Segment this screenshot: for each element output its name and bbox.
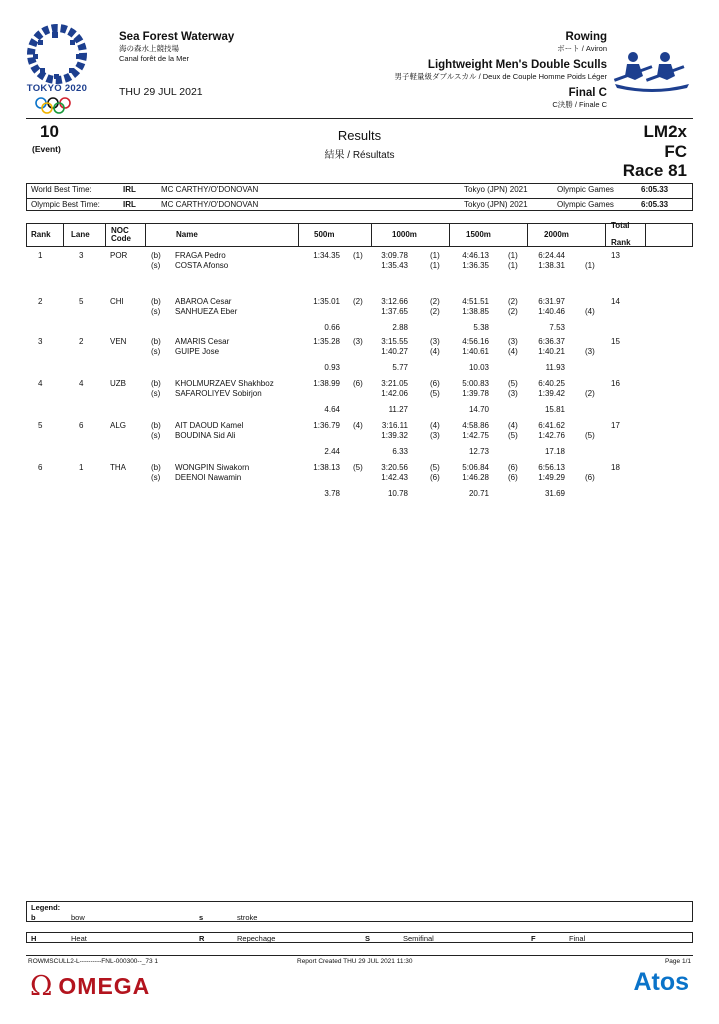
records-box	[26, 183, 693, 211]
rank-500m: (3)	[353, 337, 363, 346]
event-code: LM2x	[643, 122, 687, 141]
col-name: Name	[146, 224, 299, 246]
stroke-position: (s)	[151, 389, 161, 398]
col-500m: 500m	[299, 224, 372, 246]
bow-name: ABAROA Cesar	[175, 297, 232, 306]
legend-key-s: s	[199, 913, 204, 922]
bow-name: FRAGA Pedro	[175, 251, 226, 260]
stroke-name: GUIPE Jose	[175, 347, 220, 356]
rank: 6	[38, 463, 43, 472]
omega-wordmark: OMEGA	[58, 972, 151, 999]
rowing-pictogram-icon	[613, 50, 691, 94]
split-2000m: 1:39.42	[538, 389, 565, 398]
atos-logo: Atos	[633, 968, 689, 996]
split-1500m: 1:46.28	[462, 473, 489, 482]
time-1500m: 4:51.51	[462, 297, 489, 306]
bow-name: KHOLMURZAEV Shakhboz	[175, 379, 274, 388]
stroke-position: (s)	[151, 431, 161, 440]
event-codes	[623, 122, 687, 181]
omega-logo	[30, 971, 150, 1001]
time-2000m: 6:41.62	[538, 421, 565, 430]
competition-date: THU 29 JUL 2021	[119, 86, 203, 98]
split-rank-1500m: (5)	[508, 431, 518, 440]
time-1500m: 4:46.13	[462, 251, 489, 260]
diff-1500m: 5.38	[473, 323, 489, 332]
diff-1500m: 20.71	[468, 489, 489, 498]
split-1500m: 1:39.78	[462, 389, 489, 398]
sport-name-sub: ボート / Aviron	[557, 44, 607, 54]
split-rank-1000m: (6)	[430, 473, 440, 482]
rank-1000m: (3)	[430, 337, 440, 346]
legend-key-r: R	[199, 934, 205, 943]
legend-key-b: b	[31, 913, 36, 922]
time-1000m: 3:15.55	[381, 337, 408, 346]
time-1000m: 3:09.78	[381, 251, 408, 260]
legend-val-s: stroke	[237, 913, 258, 922]
legend-title: Legend:	[31, 903, 61, 912]
table-row	[26, 297, 693, 339]
split-1500m: 1:40.61	[462, 347, 489, 356]
diff-500m: 0.66	[324, 323, 340, 332]
split-rank-2000m: (4)	[585, 307, 595, 316]
col-rank: Rank	[27, 224, 64, 246]
split-2000m: 1:40.46	[538, 307, 565, 316]
split-2000m: 1:42.76	[538, 431, 565, 440]
stroke-name: SANHUEZA Eber	[175, 307, 238, 316]
phase-name: Final C	[568, 86, 607, 99]
diff-1000m: 10.78	[387, 489, 408, 498]
rank: 5	[38, 421, 43, 430]
col-1500m: 1500m	[450, 224, 528, 246]
time-500m: 1:36.79	[313, 421, 340, 430]
total-rank: 13	[611, 251, 620, 260]
time-1000m: 3:21.05	[381, 379, 408, 388]
split-rank-1500m: (3)	[508, 389, 518, 398]
split-1000m: 1:40.27	[381, 347, 408, 356]
split-2000m: 1:38.31	[538, 261, 565, 270]
split-1000m: 1:39.32	[381, 431, 408, 440]
stroke-position: (s)	[151, 473, 161, 482]
legend-key-sf: S	[365, 934, 371, 943]
split-rank-1000m: (4)	[430, 347, 440, 356]
legend-val-f: Final	[569, 934, 586, 943]
rank-1000m: (6)	[430, 379, 440, 388]
col-lane: Lane	[64, 224, 106, 246]
time-500m: 1:35.01	[313, 297, 340, 306]
rank: 3	[38, 337, 43, 346]
record-competition: Olympic Games	[557, 200, 614, 209]
diff-500m: 3.78	[324, 489, 340, 498]
legend-key-h: H	[31, 934, 37, 943]
time-1500m: 4:58.86	[462, 421, 489, 430]
split-1500m: 1:38.85	[462, 307, 489, 316]
phase-name-sub: C決勝 / Finale C	[552, 99, 607, 109]
split-1500m: 1:42.75	[462, 431, 489, 440]
time-1500m: 4:56.16	[462, 337, 489, 346]
lane: 4	[79, 379, 84, 388]
venue-block	[119, 30, 234, 63]
split-rank-1000m: (5)	[430, 389, 440, 398]
split-rank-2000m: (1)	[585, 261, 595, 270]
noc-code: CHI	[110, 297, 124, 306]
rank-1500m: (6)	[508, 463, 518, 472]
table-row	[26, 463, 693, 505]
phase-code: FC	[664, 141, 687, 161]
diff-1500m: 10.03	[468, 363, 489, 372]
rank-1500m: (5)	[508, 379, 518, 388]
time-1000m: 3:12.66	[381, 297, 408, 306]
rank-1500m: (4)	[508, 421, 518, 430]
diff-1500m: 14.70	[468, 405, 489, 414]
split-rank-1000m: (2)	[430, 307, 440, 316]
lane: 2	[79, 337, 84, 346]
rank: 4	[38, 379, 43, 388]
col-total-rank: Total Rank	[606, 224, 646, 246]
results-subtitle: 結果 / Résultats	[324, 150, 395, 161]
lane: 5	[79, 297, 84, 306]
table-row	[26, 337, 693, 379]
rank-1000m: (2)	[430, 297, 440, 306]
time-500m: 1:38.13	[313, 463, 340, 472]
col-1000m: 1000m	[372, 224, 450, 246]
legend-val-r: Repechage	[237, 934, 276, 943]
record-name: MC CARTHY/O'DONOVAN	[161, 185, 259, 194]
time-1000m: 3:20.56	[381, 463, 408, 472]
legend-val-h: Heat	[71, 934, 87, 943]
split-rank-2000m: (5)	[585, 431, 595, 440]
legend-phases-box	[26, 932, 693, 943]
split-rank-1500m: (4)	[508, 347, 518, 356]
event-name: Lightweight Men's Double Sculls	[427, 58, 607, 71]
sport-block	[395, 30, 607, 109]
diff-1500m: 12.73	[468, 447, 489, 456]
split-rank-1000m: (1)	[430, 261, 440, 270]
bow-position: (b)	[151, 297, 161, 306]
lane: 3	[79, 251, 84, 260]
record-place: Tokyo (JPN) 2021	[464, 185, 528, 194]
split-rank-2000m: (2)	[585, 389, 595, 398]
rank: 2	[38, 297, 43, 306]
diff-2000m: 17.18	[544, 447, 565, 456]
noc-code: VEN	[110, 337, 127, 346]
table-row	[26, 379, 693, 421]
event-label: (Event)	[32, 144, 61, 154]
diff-500m: 2.44	[324, 447, 340, 456]
report-created: Report Created THU 29 JUL 2021 11:30	[297, 958, 413, 965]
diff-500m: 4.64	[324, 405, 340, 414]
bow-name: WONGPIN Siwakorn	[175, 463, 250, 472]
record-label: World Best Time:	[31, 185, 92, 194]
rank-500m: (2)	[353, 297, 363, 306]
page-number: Page 1/1	[664, 958, 691, 965]
time-2000m: 6:36.37	[538, 337, 565, 346]
record-noc: IRL	[123, 200, 136, 209]
legend-box	[26, 901, 693, 922]
rank-1000m: (5)	[430, 463, 440, 472]
report-code: ROWMSCULL2-L----------FNL-000300--_73 1	[28, 958, 159, 965]
record-time: 6:05.33	[641, 185, 669, 194]
record-label: Olympic Best Time:	[31, 200, 100, 209]
split-rank-1000m: (3)	[430, 431, 440, 440]
omega-symbol-icon: Ω	[30, 970, 53, 1002]
time-2000m: 6:24.44	[538, 251, 565, 260]
results-table-header	[26, 223, 693, 247]
bow-position: (b)	[151, 251, 161, 260]
rank-1500m: (2)	[508, 297, 518, 306]
noc-code: ALG	[110, 421, 127, 430]
legend-key-f: F	[531, 934, 536, 943]
diff-2000m: 7.53	[549, 323, 565, 332]
total-rank: 16	[611, 379, 620, 388]
split-rank-1500m: (2)	[508, 307, 518, 316]
record-time: 6:05.33	[641, 200, 669, 209]
rank-500m: (5)	[353, 463, 363, 472]
rank-1500m: (1)	[508, 251, 518, 260]
split-1500m: 1:36.35	[462, 261, 489, 270]
venue-name-fr: Canal forêt de la Mer	[119, 53, 190, 63]
total-rank: 18	[611, 463, 620, 472]
diff-1000m: 6.33	[392, 447, 408, 456]
bow-position: (b)	[151, 421, 161, 430]
venue-name: Sea Forest Waterway	[119, 31, 235, 43]
time-500m: 1:38.99	[313, 379, 340, 388]
sport-name: Rowing	[565, 31, 607, 43]
stroke-name: COSTA Afonso	[175, 261, 229, 270]
rank: 1	[38, 251, 43, 260]
total-rank: 15	[611, 337, 620, 346]
stroke-position: (s)	[151, 347, 161, 356]
stroke-name: SAFAROLIYEV Sobirjon	[175, 389, 262, 398]
world-best-record	[27, 184, 692, 197]
venue-name-jp: 海の森水上競技場	[119, 44, 179, 54]
time-2000m: 6:56.13	[538, 463, 565, 472]
rank-1000m: (1)	[430, 251, 440, 260]
noc-code: UZB	[110, 379, 126, 388]
total-rank: 17	[611, 421, 620, 430]
rank-1500m: (3)	[508, 337, 518, 346]
time-500m: 1:35.28	[313, 337, 340, 346]
diff-1000m: 11.27	[388, 405, 408, 414]
diff-1000m: 5.77	[392, 363, 408, 372]
bow-position: (b)	[151, 379, 161, 388]
record-place: Tokyo (JPN) 2021	[464, 200, 528, 209]
rank-1000m: (4)	[430, 421, 440, 430]
event-number: 10	[40, 122, 59, 141]
table-row	[26, 421, 693, 463]
diff-2000m: 11.93	[545, 363, 565, 372]
noc-code: THA	[110, 463, 126, 472]
col-noc: NOC Code	[106, 224, 146, 246]
legend-val-sf: Semifinal	[403, 934, 434, 943]
diff-2000m: 31.69	[544, 489, 565, 498]
split-1000m: 1:35.43	[381, 261, 408, 270]
tokyo-2020-logo	[24, 24, 90, 114]
total-rank: 14	[611, 297, 620, 306]
results-title: Results	[337, 128, 382, 143]
time-1500m: 5:06.84	[462, 463, 489, 472]
rank-500m: (4)	[353, 421, 363, 430]
stroke-position: (s)	[151, 261, 161, 270]
logo-text: TOKYO 2020	[26, 83, 88, 94]
bow-name: AMARIS Cesar	[175, 337, 230, 346]
legend-val-b: bow	[71, 913, 85, 922]
split-rank-1500m: (6)	[508, 473, 518, 482]
diff-500m: 0.93	[324, 363, 340, 372]
record-name: MC CARTHY/O'DONOVAN	[161, 200, 259, 209]
time-2000m: 6:31.97	[538, 297, 565, 306]
race-number: Race 81	[622, 161, 687, 181]
stroke-name: DEENOI Nawamin	[175, 473, 242, 482]
split-2000m: 1:49.29	[538, 473, 565, 482]
bow-position: (b)	[151, 463, 161, 472]
time-1000m: 3:16.11	[381, 421, 408, 430]
split-2000m: 1:40.21	[538, 347, 565, 356]
time-2000m: 6:40.25	[538, 379, 565, 388]
rank-500m: (1)	[353, 251, 363, 260]
lane: 1	[79, 463, 84, 472]
rank-500m: (6)	[353, 379, 363, 388]
footer-divider	[26, 955, 693, 956]
split-1000m: 1:37.65	[381, 307, 408, 316]
diff-2000m: 15.81	[544, 405, 565, 414]
split-1000m: 1:42.43	[381, 473, 408, 482]
time-1500m: 5:00.83	[462, 379, 489, 388]
table-row	[26, 251, 693, 293]
split-1000m: 1:42.06	[381, 389, 408, 398]
stroke-name: BOUDINA Sid Ali	[175, 431, 236, 440]
record-competition: Olympic Games	[557, 185, 614, 194]
split-rank-1500m: (1)	[508, 261, 518, 270]
bow-position: (b)	[151, 337, 161, 346]
bow-name: AIT DAOUD Kamel	[175, 421, 244, 430]
olympic-best-record	[27, 198, 692, 211]
split-rank-2000m: (6)	[585, 473, 595, 482]
record-noc: IRL	[123, 185, 136, 194]
stroke-position: (s)	[151, 307, 161, 316]
event-name-sub: 男子軽量級ダブルスカル / Deux de Couple Homme Poids Léger	[394, 72, 607, 82]
col-2000m: 2000m	[528, 224, 606, 246]
time-500m: 1:34.35	[313, 251, 340, 260]
lane: 6	[79, 421, 84, 430]
noc-code: POR	[110, 251, 128, 260]
diff-1000m: 2.88	[392, 323, 408, 332]
header-divider	[26, 118, 693, 119]
emblem-icon	[24, 24, 90, 114]
split-rank-2000m: (3)	[585, 347, 595, 356]
